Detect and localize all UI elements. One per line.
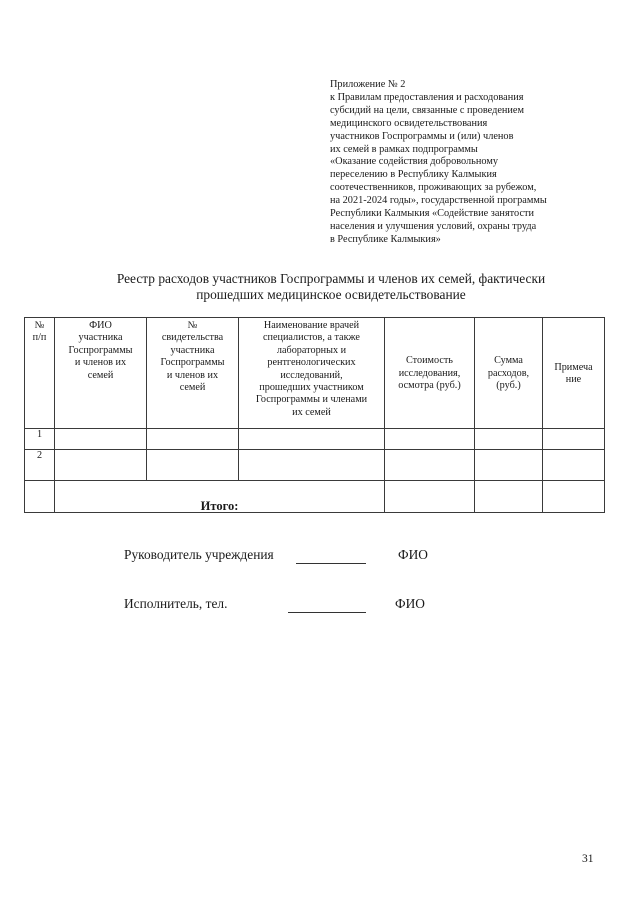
header-number: № п/п [25, 318, 55, 429]
executor-signature-line[interactable] [288, 611, 366, 613]
appendix-header [330, 79, 605, 247]
total-cost-cell[interactable] [385, 481, 475, 513]
cell-participant-name[interactable] [55, 450, 147, 481]
document-title [96, 271, 566, 303]
appendix-line: «Оказание содействия добровольному [330, 156, 498, 168]
cell-certificate-number[interactable] [147, 450, 239, 481]
title-line-2: прошедших медицинское освидетельствование [196, 287, 466, 302]
table-row [25, 450, 605, 481]
executor-label: Исполнитель, тел. [124, 596, 228, 611]
header-participant-name: ФИО участника Госпрограммы и членов их семей [55, 318, 147, 429]
header-note: Примеча ние [543, 318, 605, 429]
signature-executor [124, 596, 425, 612]
cell-certificate-number[interactable] [147, 429, 239, 450]
appendix-line: Приложение № 2 [330, 79, 406, 90]
total-label: Итого: [55, 481, 385, 513]
appendix-line: переселению в Республику Калмыкия [330, 169, 497, 181]
cell-cost[interactable] [385, 429, 475, 450]
total-number-cell [25, 481, 55, 513]
header-specialists: Наименование врачей специалистов, а также лабораторных и рентгенологических исследований, прошедших участником Госпрограммы и членами их семей [239, 318, 385, 429]
cell-note[interactable] [543, 429, 605, 450]
appendix-line: медицинского освидетельствования [330, 117, 488, 129]
head-fio: ФИО [398, 547, 428, 562]
cell-specialists[interactable] [239, 429, 385, 450]
page-number: 31 [582, 853, 594, 865]
cell-cost[interactable] [385, 450, 475, 481]
header-cost: Стоимость исследования, осмотра (руб.) [385, 318, 475, 429]
registry-table [24, 317, 605, 513]
total-amount-cell[interactable] [475, 481, 543, 513]
title-line-1: Реестр расходов участников Госпрограммы и членов их семей, фактически [116, 271, 546, 286]
row-number: 2 [25, 450, 55, 481]
appendix-line: на 2021-2024 годы», государственной программы [330, 195, 547, 207]
signature-head [124, 547, 428, 563]
appendix-line: к Правилам предоставления и расходования [330, 91, 524, 103]
appendix-line: их семей в рамках подпрограммы [330, 143, 478, 155]
cell-amount[interactable] [475, 429, 543, 450]
cell-participant-name[interactable] [55, 429, 147, 450]
table-header-row [25, 318, 605, 429]
header-certificate-number: № свидетельства участника Госпрограммы и членов их семей [147, 318, 239, 429]
appendix-line: населения и улучшения условий, охраны труда [330, 220, 537, 232]
appendix-line: участников Госпрограммы и (или) членов [330, 130, 514, 142]
appendix-line: Республики Калмыкия «Содействие занятости [330, 208, 535, 220]
head-signature-line[interactable] [296, 562, 366, 564]
total-row [25, 481, 605, 513]
appendix-line: в Республике Калмыкия» [330, 233, 441, 245]
head-label: Руководитель учреждения [124, 547, 274, 562]
appendix-line: соотечественников, проживающих за рубежом, [330, 182, 537, 194]
cell-specialists[interactable] [239, 450, 385, 481]
header-amount: Сумма расходов, (руб.) [475, 318, 543, 429]
executor-fio: ФИО [395, 596, 425, 611]
row-number: 1 [25, 429, 55, 450]
cell-note[interactable] [543, 450, 605, 481]
table-row [25, 429, 605, 450]
appendix-line: субсидий на цели, связанные с проведением [330, 104, 524, 116]
total-note-cell[interactable] [543, 481, 605, 513]
cell-amount[interactable] [475, 450, 543, 481]
